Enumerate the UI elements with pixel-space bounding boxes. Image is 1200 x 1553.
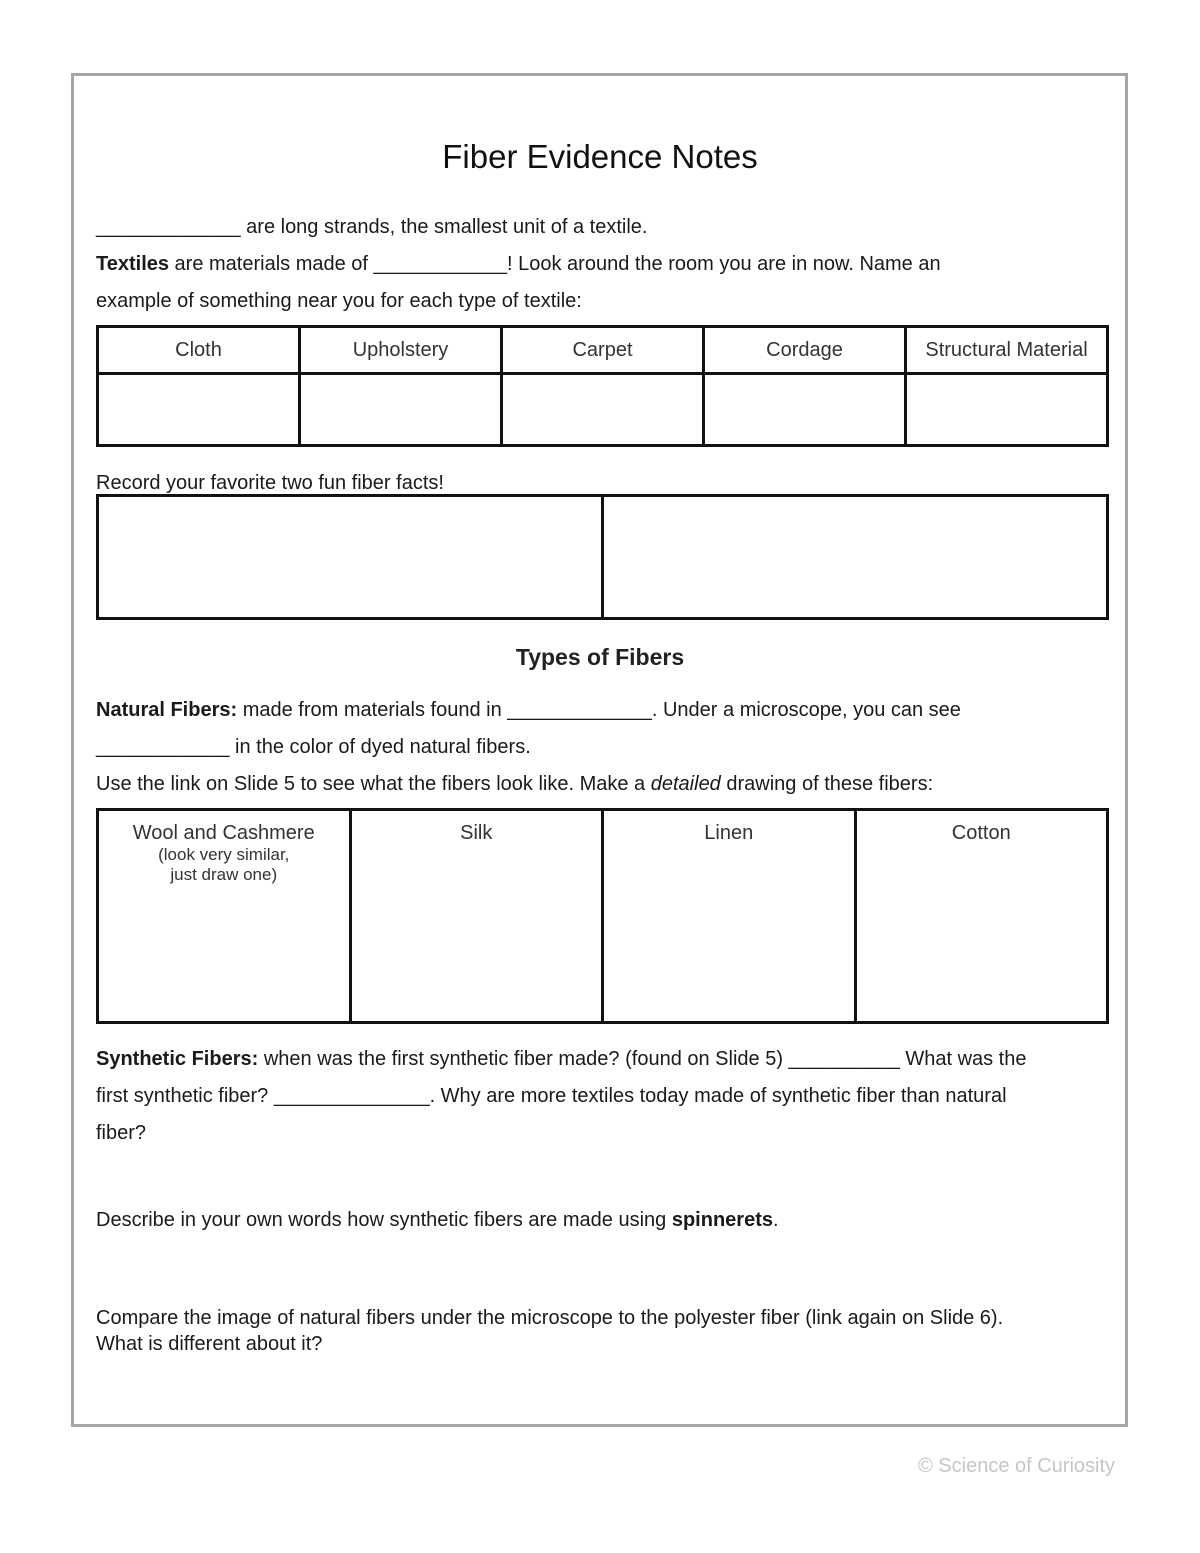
spinnerets-question xyxy=(96,1209,779,1232)
natural-fibers-text: made from materials found in _____________. Under a microscope, you can see xyxy=(237,699,961,721)
fun-fact-cell-2[interactable] xyxy=(603,496,1108,619)
fiber-header-wool-cashmere: Wool and Cashmere xyxy=(132,822,315,844)
copyright-footer: © Science of Curiosity xyxy=(918,1455,1116,1477)
textile-examples-table xyxy=(96,325,1109,447)
synthetic-fibers-line-3: fiber? xyxy=(96,1122,147,1144)
drawing-instructions-pre: Use the link on Slide 5 to see what the fibers look like. Make a xyxy=(96,773,651,795)
textile-answer-cell-cordage[interactable] xyxy=(704,374,906,446)
fun-facts-label: Record your favorite two fun fiber facts! xyxy=(96,472,444,494)
drawing-instructions-emphasis: detailed xyxy=(650,773,721,795)
fiber-cell-wool-cashmere[interactable] xyxy=(98,810,351,1023)
spinnerets-pre: Describe in your own words how synthetic fibers are made using xyxy=(96,1209,672,1231)
textile-answer-cell-cloth[interactable] xyxy=(98,374,300,446)
wool-note-line-2: just draw one) xyxy=(170,865,278,884)
fun-facts-table xyxy=(96,494,1109,620)
page-title: Fiber Evidence Notes xyxy=(442,138,758,175)
drawing-instructions xyxy=(96,773,933,796)
textile-examples-prompt: example of something near you for each type of textile: xyxy=(96,290,582,312)
textile-answer-cell-structural-material[interactable] xyxy=(906,374,1108,446)
fun-fact-cell-1[interactable] xyxy=(98,496,603,619)
spinnerets-term: spinnerets xyxy=(671,1209,773,1231)
fiber-header-cotton: Cotton xyxy=(951,822,1011,844)
textiles-term: Textiles xyxy=(96,253,169,275)
natural-fibers-term: Natural Fibers: xyxy=(96,699,238,721)
fiber-header-linen: Linen xyxy=(704,822,754,844)
synthetic-fibers-line xyxy=(96,1048,1027,1071)
textile-header-cloth: Cloth xyxy=(98,327,300,374)
textile-answer-cell-upholstery[interactable] xyxy=(300,374,502,446)
textile-header-cordage: Cordage xyxy=(704,327,906,374)
drawing-instructions-post: drawing of these fibers: xyxy=(720,773,934,795)
compare-question-line-1: Compare the image of natural fibers under the microscope to the polyester fiber (link again on Slide 6). xyxy=(96,1307,1004,1329)
fiber-cell-cotton[interactable] xyxy=(855,810,1108,1023)
textile-header-structural-material: Structural Material xyxy=(906,327,1108,374)
synthetic-fibers-term: Synthetic Fibers: xyxy=(96,1048,259,1070)
fiber-header-silk: Silk xyxy=(460,822,493,844)
fiber-definition-line: _____________ are long strands, the smallest unit of a textile. xyxy=(96,216,648,238)
spinnerets-post: . xyxy=(772,1209,779,1231)
synthetic-fibers-text: when was the first synthetic fiber made? (found on Slide 5) __________ What was the xyxy=(258,1048,1027,1070)
textile-header-carpet: Carpet xyxy=(502,327,704,374)
compare-question-line-2: What is different about it? xyxy=(96,1333,323,1355)
fiber-drawing-table xyxy=(96,808,1109,1024)
natural-fibers-line xyxy=(96,699,961,722)
wool-note-line-1: (look very similar, xyxy=(158,845,290,864)
synthetic-fibers-line-2: first synthetic fiber? ______________. Why are more textiles today made of synthetic fiber than natural xyxy=(96,1085,1007,1107)
textile-answer-cell-carpet[interactable] xyxy=(502,374,704,446)
fiber-cell-silk[interactable] xyxy=(350,810,603,1023)
textiles-definition-text: are materials made of ____________! Look around the room you are in now. Name an xyxy=(169,253,941,275)
textile-header-upholstery: Upholstery xyxy=(300,327,502,374)
types-of-fibers-heading: Types of Fibers xyxy=(515,644,685,670)
fiber-cell-linen[interactable] xyxy=(603,810,856,1023)
natural-fibers-line-2: ____________ in the color of dyed natural fibers. xyxy=(96,736,531,758)
textiles-definition-line xyxy=(96,253,941,276)
